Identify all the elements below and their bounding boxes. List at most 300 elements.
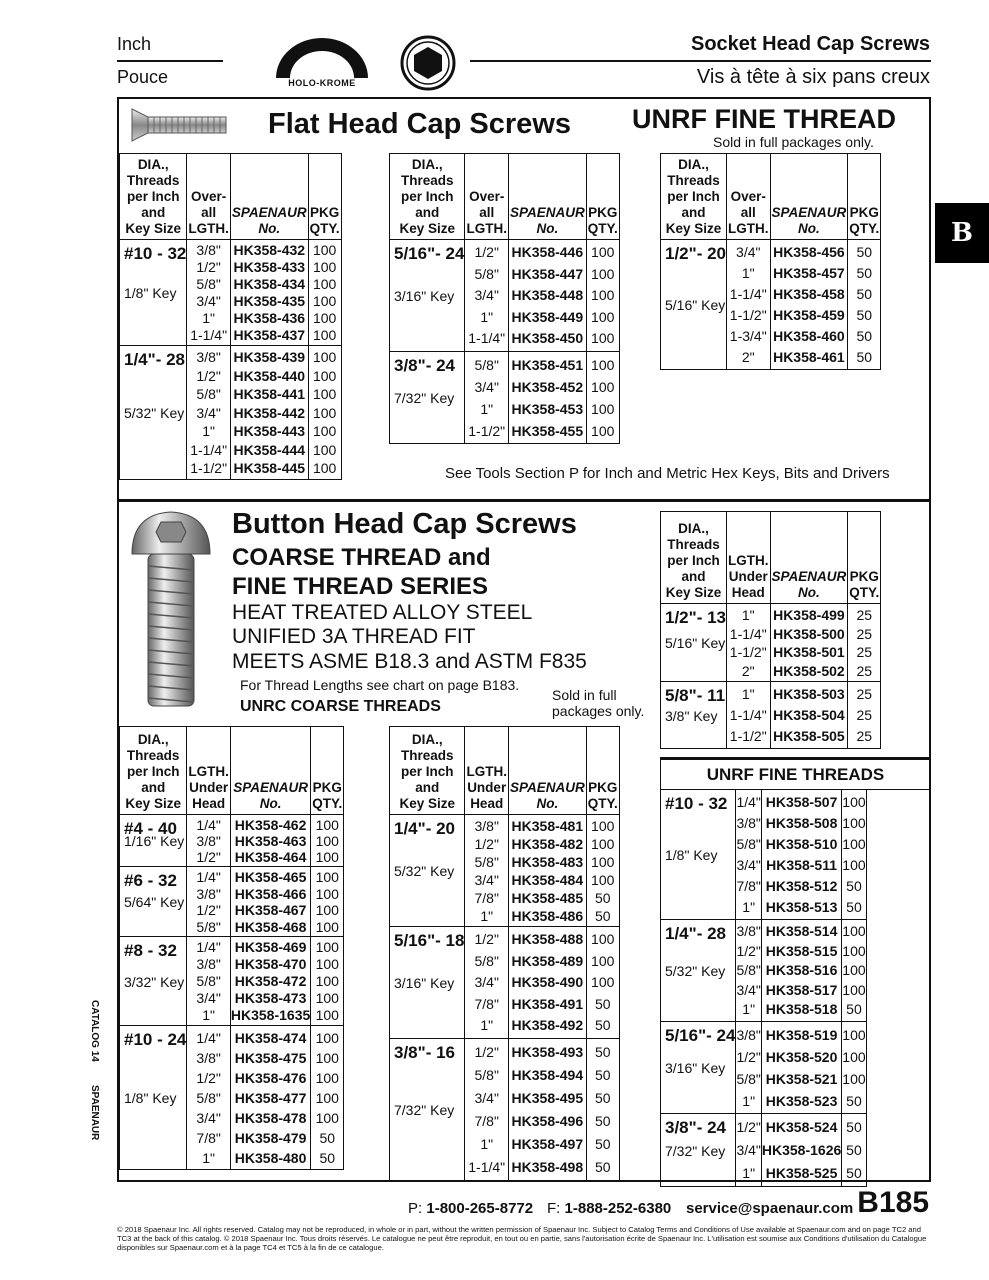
length-value: 1/4"	[196, 817, 221, 833]
part-number-cell	[761, 920, 841, 1022]
email-link[interactable]: service@spaenaur.com	[686, 1200, 854, 1217]
length-value: 1/2"	[196, 849, 221, 865]
part-number-value: HK358-499	[773, 607, 845, 623]
pkg-qty-value: 50	[846, 1118, 862, 1135]
button-spec-astm: MEETS ASME B18.3 and ASTM F835	[232, 650, 587, 673]
col-header-part-number-line: SPAENAUR	[509, 780, 585, 795]
part-number-value: HK358-502	[773, 662, 845, 679]
button-spec-steel: HEAT TREATED ALLOY STEEL	[232, 601, 533, 624]
size-group	[661, 920, 867, 1022]
size-group	[390, 815, 620, 927]
pkg-qty-value: 25	[856, 607, 873, 623]
length-value: 1"	[202, 310, 216, 326]
page-number: B185	[857, 1186, 929, 1219]
col-header-length-line: Head	[731, 585, 765, 600]
part-number-list	[509, 1041, 586, 1179]
pkg-qty-list	[587, 817, 619, 925]
part-number-cell	[508, 815, 586, 927]
pkg-qty-value: 25	[856, 625, 873, 642]
pkg-qty-value: 100	[315, 918, 339, 935]
length-cell	[465, 1038, 509, 1180]
dia-size: 5/16"- 24	[394, 244, 465, 263]
dia-cell	[661, 604, 727, 682]
length-value: 3/4"	[736, 981, 761, 998]
col-header-dia	[120, 154, 187, 240]
pkg-qty-value: 50	[594, 1017, 611, 1033]
length-value: 1/2"	[196, 902, 221, 918]
pkg-qty-cell	[308, 346, 341, 480]
spec-table	[389, 153, 620, 444]
key-size: 5/32" Key	[665, 963, 726, 979]
pkg-qty-value: 100	[312, 242, 337, 258]
pkg-qty-value: 100	[315, 939, 339, 955]
part-number-cell	[761, 1113, 841, 1186]
part-number-value: HK358-475	[234, 1050, 307, 1066]
pkg-qty-value: 100	[312, 310, 337, 326]
pkg-qty-value: 100	[591, 287, 615, 303]
part-number-value: HK358-482	[511, 836, 584, 852]
col-header-part-number-line: No.	[258, 221, 281, 236]
key-size: 7/32" Key	[394, 1101, 455, 1118]
pkg-qty-value: 100	[315, 956, 339, 972]
part-number-value: HK358-488	[511, 931, 584, 947]
part-number-cell	[230, 1026, 310, 1170]
key-size: 1/8" Key	[124, 285, 177, 301]
length-value: 3/4"	[196, 404, 221, 421]
pkg-qty-list	[842, 792, 865, 918]
part-number-value: HK358-470	[234, 956, 307, 972]
part-number-cell	[508, 927, 586, 1039]
hex-socket-icon	[400, 35, 456, 96]
col-header-dia-line: DIA.,	[678, 157, 709, 172]
fax-label: F:	[547, 1200, 561, 1217]
pkg-qty-value: 100	[842, 1026, 866, 1043]
part-number-value: HK358-514	[765, 923, 838, 939]
header-title-en: Socket Head Cap Screws	[691, 33, 930, 55]
part-number-value: HK358-464	[234, 849, 307, 865]
part-number-value: HK358-478	[234, 1110, 307, 1126]
pkg-qty-value: 50	[856, 244, 873, 260]
col-header-dia-line: DIA.,	[678, 521, 709, 536]
part-number-list	[762, 1116, 841, 1185]
pkg-qty-value: 100	[312, 349, 337, 365]
section-divider	[117, 499, 931, 502]
part-number-value: HK358-439	[233, 349, 306, 365]
part-number-cell	[230, 867, 310, 937]
header-row	[661, 512, 881, 604]
pkg-qty-value: 50	[594, 995, 611, 1012]
dia-cell	[120, 240, 187, 346]
part-number-value: HK358-495	[511, 1089, 584, 1106]
size-group	[661, 604, 881, 682]
part-number-value: HK358-507	[765, 794, 838, 810]
key-size: 5/32" Key	[394, 863, 455, 879]
part-number-value: HK358-437	[233, 327, 306, 343]
col-header-length	[465, 154, 509, 240]
length-value: 1"	[742, 899, 756, 915]
part-number-value: HK358-519	[765, 1026, 838, 1043]
part-number-value: HK358-483	[511, 854, 584, 870]
part-number-value: HK358-492	[511, 1017, 584, 1033]
part-number-cell	[230, 815, 310, 867]
col-header-part-number-line: SPAENAUR	[509, 205, 585, 220]
length-cell	[465, 351, 509, 443]
pkg-qty-cell	[842, 790, 866, 920]
header-row	[661, 154, 881, 240]
length-value: 1"	[202, 1007, 216, 1023]
size-group	[390, 927, 620, 1039]
key-size: 3/32" Key	[124, 974, 185, 990]
footer-email[interactable]	[686, 1200, 853, 1217]
pkg-qty-value: 100	[842, 1070, 866, 1087]
length-value: 2"	[741, 349, 755, 365]
dia-cell	[120, 1026, 187, 1170]
spec-table	[119, 726, 344, 1170]
pkg-qty-list	[842, 1116, 865, 1185]
col-header-length-line: Head	[470, 796, 504, 811]
dia-size: 3/8"- 24	[394, 355, 455, 375]
fine-threads-label	[660, 757, 931, 790]
length-list	[187, 242, 230, 344]
dia-size: 1/4"- 28	[665, 924, 726, 943]
part-number-list	[509, 354, 586, 442]
pkg-qty-value: 100	[315, 1050, 339, 1066]
part-number-cell	[761, 1021, 841, 1113]
pkg-qty-value: 100	[315, 1007, 339, 1023]
pkg-qty-value: 50	[846, 1141, 862, 1158]
pkg-qty-value: 25	[856, 644, 873, 660]
button-line-coarse: COARSE THREAD and	[232, 544, 491, 571]
length-value: 3/8"	[474, 818, 499, 834]
pkg-qty-value: 50	[594, 1158, 611, 1175]
col-header-dia-line: and	[415, 205, 440, 220]
length-cell	[465, 927, 509, 1039]
col-header-length-line: Over-	[469, 189, 505, 204]
col-header-pkg-qty	[586, 154, 619, 240]
pkg-qty-value: 100	[842, 857, 866, 873]
length-value: 1/2"	[474, 931, 499, 947]
col-header-length-line: LGTH.	[466, 764, 507, 779]
length-value: 3/4"	[474, 872, 499, 888]
col-header-pkg-qty	[586, 727, 619, 815]
spec-table	[389, 726, 620, 1181]
pkg-qty-cell	[586, 815, 619, 927]
col-header-dia-line: Threads	[400, 748, 454, 763]
col-header-dia-line: and	[681, 569, 706, 584]
part-number-value: HK358-450	[511, 330, 584, 346]
length-value: 3/4"	[736, 857, 761, 873]
size-group	[390, 351, 620, 443]
pkg-qty-value: 100	[315, 990, 339, 1006]
size-group	[661, 240, 881, 370]
part-number-value: HK358-459	[773, 307, 845, 323]
length-value: 7/8"	[474, 1112, 499, 1129]
pkg-qty-value: 100	[591, 974, 615, 990]
col-header-pkg-qty-line: PKG	[588, 205, 618, 220]
col-header-length-line: all	[479, 205, 495, 220]
length-cell	[187, 1026, 231, 1170]
part-number-value: HK358-493	[511, 1043, 584, 1060]
col-header-part-number-line: SPAENAUR	[771, 569, 847, 584]
pkg-qty-value: 50	[846, 878, 862, 894]
dia-size: #8 - 32	[124, 941, 177, 960]
length-value: 1-1/4"	[190, 441, 228, 458]
part-number-value: HK358-1635	[230, 1007, 311, 1023]
col-header-length	[465, 727, 509, 815]
part-number-value: HK358-456	[773, 244, 845, 260]
part-number-value: HK358-498	[511, 1158, 584, 1175]
section-tab: B	[935, 203, 989, 263]
pkg-qty-value: 50	[856, 328, 873, 344]
pkg-qty-list	[848, 606, 880, 680]
pkg-qty-value: 100	[591, 818, 615, 834]
pkg-qty-value: 100	[591, 400, 615, 417]
pkg-qty-value: 100	[591, 952, 615, 969]
key-size: 5/16" Key	[665, 297, 726, 313]
col-header-length-line: LGTH.	[466, 221, 507, 236]
length-value: 3/8"	[196, 349, 221, 365]
col-header-dia-line: Key Size	[665, 585, 722, 600]
part-number-value: HK358-496	[511, 1112, 584, 1129]
part-number-value: HK358-442	[233, 404, 306, 421]
length-value: 1/2"	[474, 1043, 499, 1060]
length-value: 3/4"	[736, 1141, 761, 1158]
part-number-cell	[508, 240, 586, 352]
pkg-qty-value: 100	[312, 404, 337, 421]
part-number-list	[231, 939, 310, 1024]
col-header-length-line: Head	[192, 796, 226, 811]
part-number-value: HK358-449	[511, 308, 584, 325]
pkg-qty-cell	[586, 351, 619, 443]
length-cell	[187, 937, 231, 1026]
col-header-dia-line: Threads	[126, 748, 180, 763]
pkg-qty-value: 100	[315, 885, 339, 902]
footer-fax	[547, 1200, 671, 1217]
length-value: 5/8"	[196, 973, 221, 989]
pkg-qty-value: 100	[312, 367, 337, 384]
size-group	[661, 790, 867, 920]
fine-threads-text: UNRF FINE THREADS	[706, 765, 885, 784]
length-cell	[187, 867, 231, 937]
phone-label: P:	[408, 1200, 423, 1217]
header-rule-right	[470, 60, 931, 62]
flat-thread-label: UNRF FINE THREAD	[632, 104, 896, 134]
header-row	[120, 154, 342, 240]
button-spec-fit: UNIFIED 3A THREAD FIT	[232, 625, 476, 648]
pkg-qty-cell	[311, 867, 344, 937]
col-header-part-number	[230, 727, 310, 815]
length-value: 5/8"	[736, 836, 761, 852]
length-list	[736, 922, 760, 1020]
part-number-value: HK358-432	[233, 242, 306, 258]
part-number-value: HK358-490	[511, 974, 584, 990]
col-header-pkg-qty-line: PKG	[312, 780, 342, 795]
size-group	[120, 937, 344, 1026]
header-title-fr: Vis à tête à six pans creux	[696, 66, 930, 88]
length-value: 1-1/4"	[729, 707, 767, 723]
flat-sold-note: Sold in full packages only.	[713, 134, 874, 150]
brand-label: HOLO-KROME	[288, 78, 356, 88]
length-value: 5/8"	[196, 386, 221, 402]
col-header-dia	[390, 154, 465, 240]
length-value: 1/2"	[196, 367, 221, 384]
pkg-qty-value: 50	[846, 899, 862, 915]
col-header-length-line: Over-	[730, 189, 766, 204]
part-number-value: HK358-512	[765, 878, 838, 894]
pkg-qty-cell	[586, 927, 619, 1039]
col-header-dia-line: Key Size	[399, 221, 455, 236]
length-value: 7/8"	[474, 890, 499, 906]
pkg-qty-value: 50	[856, 307, 873, 323]
length-value: 1-1/2"	[468, 422, 506, 439]
part-number-cell	[230, 240, 308, 346]
part-number-list	[771, 606, 848, 680]
length-cell	[727, 682, 771, 749]
length-value: 2"	[741, 662, 755, 679]
part-number-value: HK358-524	[765, 1118, 838, 1135]
header-rule-left	[117, 60, 223, 62]
part-number-value: HK358-473	[234, 990, 307, 1006]
length-value: 3/4"	[474, 1089, 499, 1106]
col-header-dia-line: Key Size	[125, 796, 181, 811]
pkg-qty-value: 100	[312, 327, 337, 343]
part-number-list	[762, 792, 841, 918]
pkg-qty-value: 50	[856, 286, 873, 302]
col-header-part-number-line: SPAENAUR	[233, 780, 308, 795]
pkg-qty-value: 25	[856, 728, 873, 744]
pkg-qty-value: 100	[312, 259, 337, 275]
length-value: 1/2"	[736, 1118, 761, 1135]
length-value: 1"	[741, 265, 755, 281]
button-sold-note: Sold in full packages only.	[552, 687, 645, 719]
part-number-value: HK358-467	[234, 902, 307, 918]
col-header-dia-line: Threads	[126, 173, 180, 188]
col-header-pkg-qty-line: QTY.	[309, 221, 340, 236]
col-header-dia	[661, 512, 727, 604]
part-number-value: HK358-445	[233, 460, 306, 476]
part-number-cell	[770, 682, 848, 749]
length-value: 1/2"	[196, 1070, 221, 1086]
part-number-list	[231, 869, 310, 935]
pkg-qty-value: 100	[842, 815, 866, 831]
length-value: 1/2"	[196, 259, 221, 275]
part-number-list	[231, 242, 308, 344]
length-value: 3/4"	[196, 990, 221, 1006]
col-header-part-number-line: No.	[536, 796, 559, 811]
size-group	[120, 867, 344, 937]
length-list	[465, 242, 508, 350]
dia-cell	[120, 867, 187, 937]
dia-size: #4 - 40	[124, 819, 177, 838]
part-number-list	[231, 817, 310, 865]
part-number-list	[509, 817, 586, 925]
dia-cell	[661, 790, 736, 920]
pkg-qty-value: 25	[856, 707, 873, 723]
length-cell	[736, 1021, 761, 1113]
col-header-part-number-line: SPAENAUR	[231, 205, 307, 220]
pkg-qty-value: 100	[842, 962, 866, 978]
length-list	[465, 354, 508, 442]
col-header-dia-line: Threads	[667, 173, 720, 188]
part-number-value: HK358-457	[773, 265, 845, 281]
col-header-length	[187, 154, 231, 240]
part-number-value: HK358-460	[773, 328, 845, 344]
col-header-dia-line: and	[681, 205, 706, 220]
pkg-qty-value: 100	[591, 330, 615, 346]
dia-size: 3/8"- 24	[665, 1117, 726, 1137]
col-header-length-line: Under	[728, 569, 768, 584]
part-number-value: HK358-1626	[761, 1141, 842, 1158]
col-header-dia-line: DIA.,	[137, 157, 169, 172]
pkg-qty-value: 50	[319, 1150, 336, 1166]
length-value: 3/8"	[196, 242, 221, 258]
length-value: 5/8"	[736, 962, 761, 978]
length-value: 5/8"	[474, 1066, 499, 1083]
pkg-qty-value: 100	[591, 265, 615, 282]
pkg-qty-value: 100	[315, 1030, 339, 1046]
length-value: 3/4"	[474, 287, 499, 303]
pkg-qty-value: 50	[594, 1112, 611, 1129]
length-value: 7/8"	[196, 1130, 221, 1146]
col-header-length-line: Under	[467, 780, 507, 795]
length-cell	[187, 815, 231, 867]
pkg-qty-value: 100	[315, 1090, 339, 1106]
col-header-dia-line: DIA.,	[411, 157, 443, 172]
length-value: 1"	[741, 607, 755, 623]
part-number-value: HK358-462	[234, 817, 307, 833]
length-value: 1"	[741, 686, 755, 702]
part-number-value: HK358-458	[773, 286, 845, 302]
dia-cell	[390, 815, 465, 927]
pkg-qty-value: 100	[842, 923, 866, 939]
dia-cell	[661, 682, 727, 749]
pkg-qty-value: 100	[842, 942, 866, 959]
tools-note: See Tools Section P for Inch and Metric Hex Keys, Bits and Drivers	[445, 465, 890, 482]
pkg-qty-list	[587, 929, 619, 1037]
pkg-qty-cell	[586, 240, 619, 352]
phone-number: 1-800-265-8772	[426, 1200, 534, 1217]
pkg-qty-value: 50	[319, 1130, 336, 1146]
part-number-value: HK358-477	[234, 1090, 307, 1106]
dia-cell	[120, 815, 187, 867]
col-header-length-line: LGTH.	[188, 221, 229, 236]
col-header-pkg-qty-line: PKG	[588, 780, 618, 795]
col-header-dia-line: and	[141, 780, 166, 795]
side-catalog: CATALOG 14	[89, 1000, 100, 1062]
col-header-dia-line: and	[415, 780, 440, 795]
pkg-qty-value: 50	[594, 908, 611, 924]
col-header-length-line: Under	[189, 780, 229, 795]
key-size: 3/16" Key	[394, 975, 455, 991]
flat-head-screw-icon	[128, 107, 228, 148]
length-value: 3/8"	[196, 833, 221, 849]
part-number-value: HK358-511	[766, 857, 837, 873]
pkg-qty-value: 25	[856, 662, 873, 679]
pkg-qty-value: 50	[846, 1092, 862, 1109]
pkg-qty-cell	[842, 1021, 866, 1113]
key-size: 1/8" Key	[124, 1090, 177, 1106]
part-number-value: HK358-508	[765, 815, 838, 831]
part-number-value: HK358-517	[765, 981, 838, 998]
part-number-value: HK358-504	[773, 707, 845, 723]
part-number-value: HK358-521	[765, 1070, 838, 1087]
pkg-qty-value: 100	[315, 902, 339, 918]
length-value: 1/4"	[736, 794, 761, 810]
part-number-value: HK358-523	[765, 1092, 838, 1109]
part-number-value: HK358-448	[511, 287, 584, 303]
length-list	[187, 817, 230, 865]
col-header-dia	[661, 154, 727, 240]
